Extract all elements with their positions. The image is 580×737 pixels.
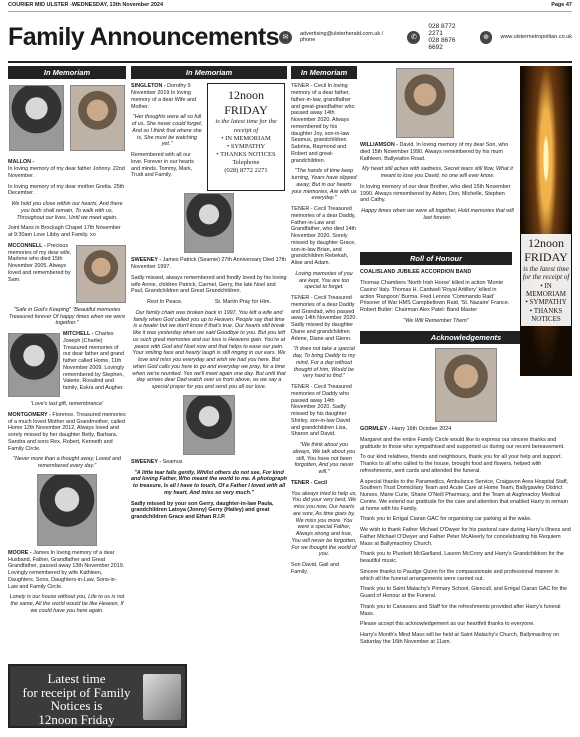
moore-text: James In loving memory of a dear Husband, Father, Grandfather and Great Grandfather, passed away 13th November 2019. Lovingly remembered by wife Kathleen, Daughters, Sons, Daughters-in-Law, Sons-in-Law and Family Circle. [8,549,125,590]
ack-p7: Sincere thanks to Paudge Quinn for the compassionate and professional manner in which all the funeral arrangements were carried out. [360,568,559,582]
williamson-verse-2: Happy times when we were all together, Hold memories that will last forever. [361,208,514,221]
column-4 [360,66,572,730]
tener-5-end: Son David, Gail and Family. [291,562,339,575]
ack-p11: Harry's Month's Mind Mass will be held at Saint Malachy's Church, Ballymacilroy on Saturday the 16th November at 11am. [360,632,560,645]
box-line-1: 12noon [228,88,264,103]
email-icon: ✉ [279,31,292,44]
section-header-acknowledgements: Acknowledgements [360,331,572,344]
mallon-name: MALLON - [8,159,35,166]
section-header-in-memoriam-2: In Memoriam [131,66,287,79]
box-line-8: (028) 8772 2271 [224,167,268,175]
ad-line-2: FRIDAY [524,250,568,265]
column-1 [8,66,126,660]
ack-p3: A special thanks to the Paramedics, Ambulance Service, Craigavon Area Hospital Staff, Southern Trust Domiciliary Team and Acute Care at Home Team, Ballygawley District Nurses, Marie Curie, Shane O'Neill Pharmacy, and the Team at Aughnacloy Medical Centre. We extend our gratitude for the care and attention that enabled Harry to remain at home with his Family. [360,478,569,512]
box-line-2: FRIDAY [224,103,268,118]
coalisland-verse: "We Will Remember Them" [403,317,469,324]
singleton-verse: "Her thoughts were all so full of us, She never could forget, And so I think that where she is, She must be watching yet." [131,114,203,148]
sweeney1-name: SWEENEY - [131,257,162,264]
tener-4-verse: "We think about you always, We talk about you still, You have not been forgotten, And you never will." [292,442,356,476]
gormley-text: Harry 16th October 2024 [391,426,452,432]
section-header-in-memoriam-3: In Memoriam [291,66,357,79]
moore-name: MOORE - [8,549,32,556]
column-2 [131,66,287,730]
mallon-verse: We hold you close within our hearts, And there you both shall remain, To walk with us, Throughout our lives, Until we meet again. [11,201,123,221]
mallon-text-2: In loving memory of my dear mother Gretta. 25th December. [8,183,125,197]
section-header-in-memoriam: In Memoriam [8,66,126,79]
photo-mcconnell [76,245,126,303]
tener-1: TENER - Cecil In loving memory of a dear father, father-in-law, grandfather and great-grandfather who passed away 14th November 2020. Always remembered by his daughter Joy, son-in-law Seamus, grandchildren Sabrina, Raymond and Robert and great-grandchildren. [291,83,355,164]
tener-1-verse: "The hands of time keep turning, Years have slipped away; But in our hearts your memories, Are with us everyday." [291,168,357,202]
tener-3-verse: "It does not take a special day, To bring Daddy to my mind, For a day without thought of him, Would be very hard to find." [292,346,356,380]
ack-p4: Thank you to Errigal Ciaran GAC for organising car parking at the wake. [360,516,532,523]
tener-2: TENER - Cecil Treasured memories of a dear Daddy, Father-in-Law and Grandfather, who died 14th November 2020. Sorely missed by daughter Grace, son-in-law Brian, and grandchildren Rebekah, Alise and Adam. [291,206,357,267]
ad-line-1: 12noon [528,236,564,250]
box-line-6: • THANKS NOTICES [216,150,276,158]
mcconnell-verse: "Safe in God's Keeping" "Beautiful memories Treasured forever Of happy times when we were together." [8,306,126,327]
tener-2-verse: Loving memories of you are kept, You are too special to forget. [295,270,353,291]
banner-line-2: for receipt of Family [22,684,131,700]
montgomery-name: MONTGOMERY - [8,411,51,418]
photo-williamson [396,68,454,138]
montgomery-text: Florence. Treasured memories of a much loved Mother and Grandmother, called Home 12th November 2012. Always loved and sorely missed by her daughter Betty, Barbara, Sandra and sons Rex, Robert, Kenneth and Family Circle. [8,411,126,452]
ack-p6: Thank you to Plunkett McGarlland, Lauren McCrory and Harry's Grandchildren for the beautiful music. [360,551,564,564]
moore-verse: Lonely is our house without you, Life to us is not the same, All the world would be like Heaven, If we could have you here again. [9,594,125,614]
gormley-name: GORMLEY - [360,426,391,432]
email-text[interactable]: advertising@ulsterherald.com.uk / phone [300,31,384,43]
box-line-4: • IN MEMORIAM [221,134,271,142]
sweeney1-text-2: Sadly missed, always remembered and fondly loved by his loving wife Annie, children Patrick, Carmel, Gerry, the late Noel and Paul, Grandchildren and Great Grandchildren. [131,274,287,295]
section-header-roll-of-honour: Roll of Honour [360,252,512,265]
ack-p1: Margaret and the entire Family Circle would like to express our sincere thanks and gratitude to those who sympathised and supported us during our recent bereavement. [360,436,565,450]
sweeney2-name: SWEENEY - [131,458,162,465]
page-number: Page 47 [551,2,572,8]
rest-in-peace: Rest In Peace. [147,299,183,306]
williamson-verse: My heart still aches with sadness, Secret tears still flow, What it meant to lose you David, no one will ever know. [362,166,513,179]
masthead [8,13,572,63]
photo-sweeney-2 [183,395,235,455]
montgomery-verse: "Never more than a thought away, Loved and remembered every day." [13,456,121,470]
banner-line-3: Notices is [50,698,103,714]
box-line-7: Telephone [232,159,260,166]
photo-moore [37,474,97,546]
sweeney1-text: James Patrick (Seamie) 27th Anniversary Died 17th November 1997. [131,257,287,271]
tener-5: TENER - Cecil [291,479,327,486]
williamson-name: WILLIAMSON - [360,142,399,148]
mitchell-verse: 'Love's last gift, remembrance' [30,401,104,408]
photo-mother [70,85,125,151]
st-martin: St. Martin Pray for Him. [214,299,271,306]
column-3 [291,66,357,730]
sweeney2-text: Seamus [162,458,183,465]
photo-mitchell [8,333,60,397]
phone-1[interactable]: 028 8772 2271 [428,23,456,37]
sweeney1-verse: Our family chain was broken back in 1997, You left a wife and family when God called you up to Heaven. People say that time is a healer but we don't know if that's true. Our hearts still break like it was yesterday when we said Goodbye to you. But you left us such great memories and our loss is Heavens gain. You're at peace with God and Noel now and that helps to ease our pain. Your smiling face and hearty laugh is still ringing in our ears. We love and miss you everyday and wish we had you here. But when God calls you here to go and everyday we pray, for a time when we're reunited. Yes we'll meet again one day. But until that day arrives dear Dad watch over us from above, as we say a special prayer for you and send you all our love. [132,309,286,391]
tener-4: TENER - Cecil Treasured memories of Daddy who passed away 14th November 2020. Sadly missed by his daughter Shirley, son-in-law David and grandchildren Lisa, Sharon and David. [291,384,352,438]
singleton-name: SINGLETON - [131,83,166,90]
website-link[interactable]: www.ulstermetropolitan.co.uk [500,34,572,40]
coalisland-title: COALISLAND JUBILEE ACCORDION BAND [360,269,472,276]
photo-sweeney-1 [184,193,234,253]
page-header [8,2,572,12]
sweeney2-end: Sadly missed by your son Gerry, daughter-in-law Paula, grandchildren Latoya (Jonny) Gerry (Hailey) and great grandchildren Grace and Ethan R.I.P. [131,500,274,521]
page-title: Family Announcements [8,22,280,51]
coalisland-text: Thomas Chambers 'North Irish Horse' killed in action 'Monte Casino' Italy. Thomas H. Cardwell 'Royal Artillery' killed in action 'Rangoon' Burma. Fred Lennox 'Commando Raid' Prisoner of War HMS Campbeltown Raid, 'St. Nazaire' France. Robert Butler: Chairman Alex Patel: Band Master [360,280,510,314]
deadline-box [207,83,285,191]
banner-line-4: 12noon Friday [38,711,115,727]
mcconnell-text: Precious memories of my dear wife, Marlene who died 15th November 2005. Always loved and remembered by Sam. [8,242,72,283]
publication-line: COURIER MID ULSTER -WEDNESDAY, 13th November 2024 [8,2,164,8]
contact-strip [279,23,572,51]
tener-5-verse: You always tried to help us, You did your very best, We miss you now, Our hearts are sore, As time goes by, We miss you more. You were a special Father, Always strong and true, You will never be forgotten, For we thought the world of you. [291,490,357,558]
ack-p2: To our kind relatives, friends and neighbours, thank you for all your help and support. Thanks to all who called to the house, brought food and flowers, helped with refreshments, sent cards and attended the funeral. [360,454,562,474]
box-line-5: • SYMPATHY [226,142,266,150]
mallon-mass: Joint Mass in Brockagh Chapel 17th November at 9:30am Love Libby and Family. xo [8,225,121,239]
mallon-photos [8,83,126,155]
candle-ad [520,66,572,376]
singleton-end: Remembered with all our love. Forever in our hearts and minds. Tommy, Mark, Trudi and Family. [131,152,194,179]
mitchell-text: Charles Joseph (Charlie) Treasured memories of our dear father and grand father called Home, 11th November 2009. Lovingly remembered by Stephen, Valerie, Rosalind and family, Eskra and Augher. [63,331,125,392]
singleton-text: Dorothy 9 November 2019 In loving memory of a dear Wife and Mother. [131,83,197,110]
ad-line-5: • SYMPATHY [525,298,567,307]
phone-2[interactable]: 028 8676 6692 [428,37,456,51]
ad-line-4: • IN MEMORIAM [525,281,567,298]
williamson-text: David. In loving memory of my dear Son, who died 15th November 1990. Always remembered by his mum Kathleen. Ballyeafon Road. [360,142,509,162]
williamson-text-2: In loving memory of our dear Brother, who died 15th November 1990. Always remembered by Aiden, Don, Michelle, Stephen and Cathy. [360,183,511,204]
web-icon: ⊕ [480,31,493,44]
mallon-text: In loving memory of my dear father Johnny. 22nd November. [8,166,125,179]
box-line-3: is the latest time for the receipt of [215,118,277,134]
banner-line-1: Latest time [47,671,106,686]
ack-p5: We wish to thank Father Michael O'Dwyer for his pastoral care during Harry's illness and Father Michael O'Dwyer and Father Peter McAleerly for concelebrating his Requiem Mass at Ballymacilroy Church. [360,527,571,547]
ad-line-3: is the latest time for the receipt of [522,264,570,282]
sweeney2-verse: "A little tear falls gently, Whilst others do not see, For kind and loving Father, Who meant the world to me. A photograph to treasure, Is all I have to touch, Of a Father I loved with all my heart, And miss so very much." [131,469,287,496]
photo-father [9,85,64,151]
ack-p8: Thank you to Saint Malachy's Primary School, Glencull, and Errigal Ciaran GAC for the Guard of Honour at the Funeral. [360,586,568,599]
ack-p9: Thank you to Canavans and Staff for the refreshments provided after Harry's funeral Mass. [360,603,561,617]
ack-p10: Please accept this acknowledgement as our heartfelt thanks to everyone. [360,621,535,628]
mcconnell-name: MCCONNELL - [8,242,46,249]
mitchell-name: MITCHELL - [63,331,94,338]
tener-3: TENER - Cecil Treasured memories of a dear Daddy and Grandad, who passed away 14th November 2020. Sadly missed by daughter Diane and grandchildren Arlene, Diane and Glenn. [291,295,357,342]
phone-icon: ✆ [407,31,420,44]
ad-line-6: • THANKS NOTICES [529,306,563,324]
